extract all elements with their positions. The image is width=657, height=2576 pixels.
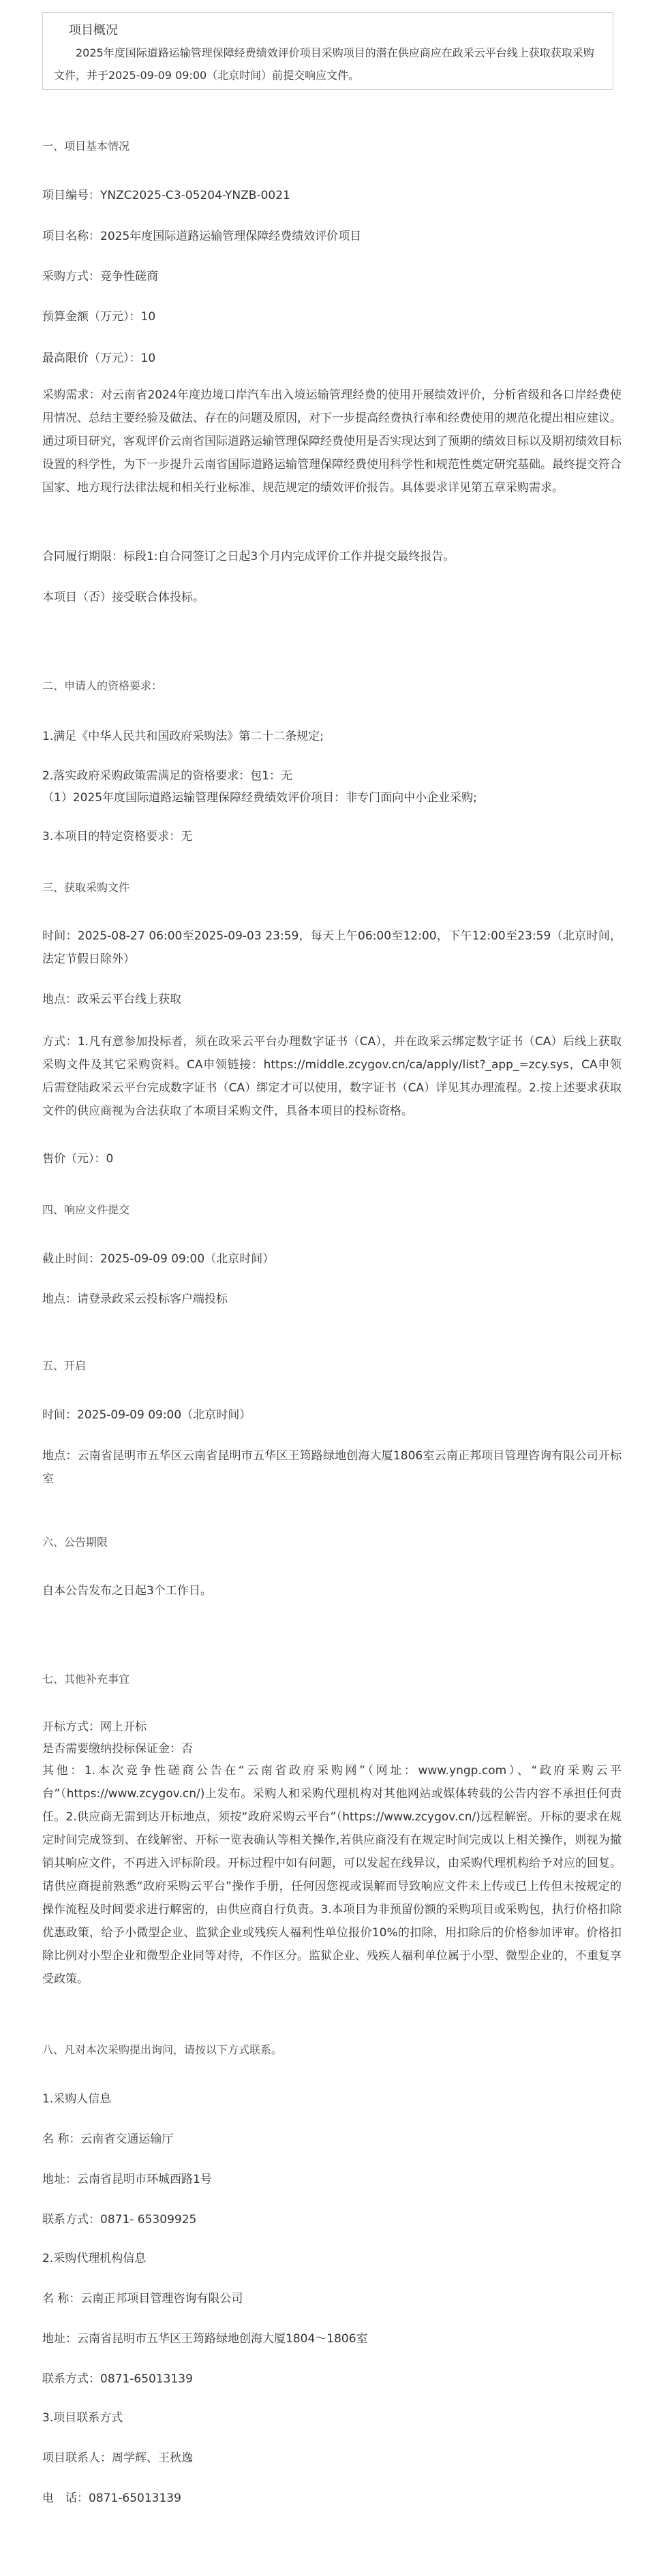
summary-text: 2025年度国际道路运输管理保障经费绩效评价项目采购项目的潜在供应商应在政采云平台线上获取获取采购文件，并于2025-09-09 09:00（北京时间）前提交响应文件。 <box>54 46 594 82</box>
opening-place: 地点：云南省昆明市五华区云南省昆明市五华区王筠路绿地创海大厦1806室云南正邦项目管理咨询有限公司开标室 <box>42 1449 622 1486</box>
summary-title: 项目概况 <box>69 23 118 37</box>
notice-period-text: 自本公告发布之日起3个工作日。 <box>42 1584 212 1598</box>
procurement-method: 采购方式：竞争性磋商 <box>42 270 158 283</box>
agency-contact: 联系方式：0871-65013139 <box>42 2372 193 2386</box>
qualification-item-2-sub: （1）2025年度国际道路运输管理保障经费绩效评价项目：非专门面向中小企业采购; <box>42 791 477 805</box>
other-notes: 其他：1.本次竞争性磋商公告在“云南省政府采购网”（网址：www.yngp.com）、“政府采购云平台”（https://www.zcygov.cn/)上发布。采购人和采购代理机构对其他网站或媒体转载的公告内容不承担任何责任。2.供应商无需到达开标地点，须按“政府采购云平台”（https://www.zcygov.cn/)远程解密。开标的要求在规定时间完成签到、在线解密、开标一览表确认等相关操作,若供应商没有在规定时间完成以上相关操作，则视为撤销其响应文件，不再进入评标阶段。开标过程中如有问题，可以发起在线异议，由采购代理机构给予对应的回复。请供应商提前熟悉“政府采购云平台”操作手册，任何因您视或误解而导致响应文件未上传或已上传但未按规定的操作流程及时间要求进行解密的，由供应商自行负责。3.本项目为非预留份额的采购项目或采购包，执行价格扣除优惠政策，给予小微型企业、监狱企业或残疾人福利性单位报价10%的扣除，用扣除后的价格参加评审。价格扣除比例对小型企业和微型企业同等对待，不作区分。监狱企业、残疾人福利单位属于小型、微型企业的，不重复享受政策。 <box>42 1764 622 1986</box>
section-heading-opening: 五、开启 <box>42 1359 87 1372</box>
qualification-item-1: 1.满足《中华人民共和国政府采购法》第二十二条规定; <box>42 730 324 743</box>
agency-info-title: 2.采购代理机构信息 <box>42 2252 147 2265</box>
contract-period: 合同履行期限：标段1:自合同签订之日起3个月内完成评价工作并提交最终报告。 <box>42 550 455 563</box>
deposit-requirement: 是否需要缴纳投标保证金：否 <box>42 1742 193 1756</box>
budget-amount: 预算金额（万元）：10 <box>42 310 156 324</box>
agency-name: 名 称：云南正邦项目管理咨询有限公司 <box>42 2292 243 2306</box>
project-contact-title: 3.项目联系方式 <box>42 2411 123 2425</box>
procurement-demand: 采购需求：对云南省2024年度边境口岸汽车出入境运输管理经费的使用开展绩效评价，分析省级和各口岸经费使用情况、总结主要经验及做法、存在的问题及原因，对下一步提高经费执行率和经费使用的规范化提出相应建议。通过项目研究，客观评价云南省国际道路运输管理保障经费使用是否实现达到了预期的绩效目标以及期初绩效目标设置的科学性，为下一步提升云南省国际道路运输管理保障经费使用科学性和规范性奠定研究基础。最终提交符合国家、地方现行法律法规和相关行业标准、规范规定的绩效评价报告。具体要求详见第五章采购需求。 <box>42 388 622 495</box>
section-heading-contact: 八、凡对本次采购提出询问，请按以下方式联系。 <box>42 2043 283 2056</box>
section-heading-obtain-documents: 三、获取采购文件 <box>42 881 130 894</box>
section-heading-qualification: 二、申请人的资格要求： <box>42 679 163 692</box>
project-phone: 电 话：0871-65013139 <box>42 2492 181 2505</box>
section-heading-notice-period: 六、公告期限 <box>42 1536 108 1549</box>
obtain-method: 方式：1.凡有意参加投标者，须在政采云平台办理数字证书（CA），并在政采云绑定数字证书（CA）后线上获取采购文件及其它采购资料。CA申领链接：https://middle.zcygov.cn/ca/apply/list?_app_=zcy.sys，CA申领后需登陆政采云平台完成数字证书（CA）绑定才可以使用，数字证书（CA）详见其办理流程。2.按上述要求获取文件的供应商视为合法获取了本项目采购文件，具备本项目的投标资格。 <box>42 1035 622 1118</box>
submission-deadline: 截止时间：2025-09-09 09:00（北京时间） <box>42 1252 275 1266</box>
opening-mode: 开标方式：网上开标 <box>42 1720 147 1734</box>
qualification-item-2: 2.落实政府采购政策需满足的资格要求：包1：无 <box>42 769 293 783</box>
buyer-address: 地址：云南省昆明市环城西路1号 <box>42 2173 212 2186</box>
section-heading-basic-info: 一、项目基本情况 <box>42 140 130 153</box>
submission-place: 地点：请登录政采云投标客户端投标 <box>42 1292 228 1306</box>
obtain-place: 地点：政采云平台线上获取 <box>42 993 181 1006</box>
obtain-time: 时间：2025-08-27 06:00至2025-09-03 23:59，每天上午06:00至12:00，下午12:00至23:59（北京时间，法定节假日除外） <box>42 929 622 966</box>
project-name: 项目名称：2025年度国际道路运输管理保障经费绩效评价项目 <box>42 230 362 243</box>
project-contact-person: 项目联系人：周学辉、王秋逸 <box>42 2451 193 2465</box>
opening-time: 时间：2025-09-09 09:00（北京时间） <box>42 1408 251 1422</box>
consortium-note: 本项目（否）接受联合体投标。 <box>42 591 204 604</box>
section-heading-submission: 四、响应文件提交 <box>42 1203 130 1216</box>
project-summary-box <box>42 12 613 90</box>
buyer-name: 名 称：云南省交通运输厅 <box>42 2132 174 2146</box>
max-price: 最高限价（万元）：10 <box>42 352 156 365</box>
agency-address: 地址：云南省昆明市五华区王筠路绿地创海大厦1804～1806室 <box>42 2332 368 2346</box>
qualification-item-3: 3.本项目的特定资格要求：无 <box>42 830 193 843</box>
section-heading-supplementary: 七、其他补充事宜 <box>42 1673 130 1686</box>
buyer-info-title: 1.采购人信息 <box>42 2092 112 2106</box>
buyer-contact: 联系方式：0871- 65309925 <box>42 2213 197 2226</box>
project-number: 项目编号：YNZC2025-C3-05204-YNZB-0021 <box>42 189 290 202</box>
document-price: 售价（元）：0 <box>42 1152 114 1166</box>
